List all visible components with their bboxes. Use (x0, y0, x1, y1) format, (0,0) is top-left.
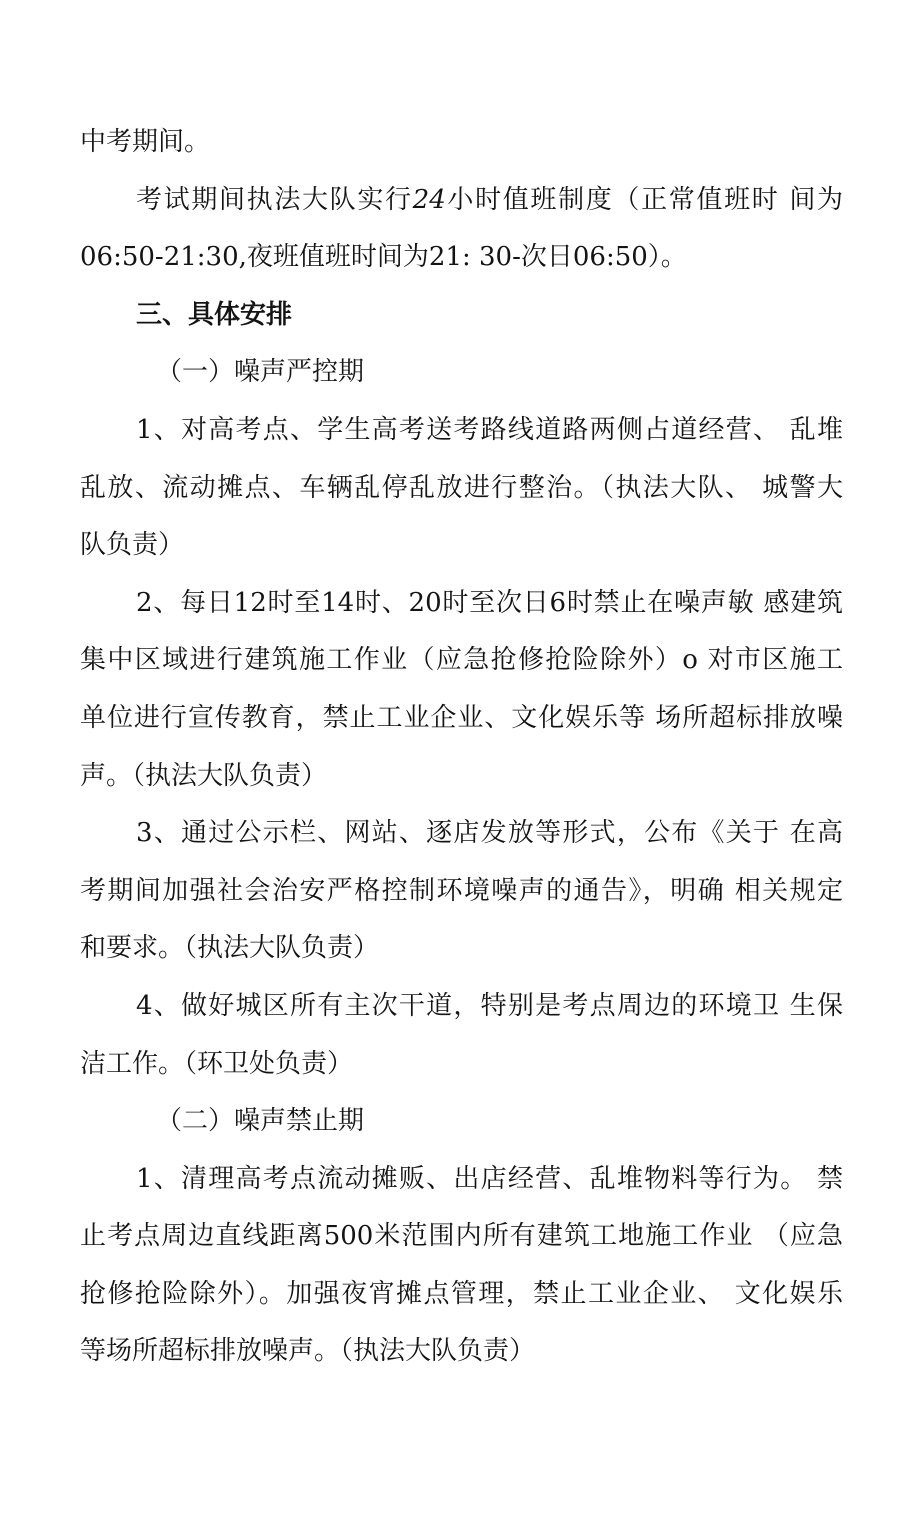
text-segment: 小时值班制度（正常值班时 间为 (445, 184, 843, 215)
text-line: 中考期间。 (80, 127, 211, 157)
text-line: 06:50-21:30,夜班值班时间为21: 30-次日06:50）。 (80, 242, 687, 273)
text-segment: 考试期间执法大队实行 (136, 184, 413, 215)
list-item (80, 978, 843, 1093)
list-item (80, 575, 843, 805)
document-body (80, 114, 843, 1381)
text-line (80, 172, 843, 230)
text-line: 和要求。（执法大队负责） (80, 933, 380, 964)
text-line: 单位进行宣传教育，禁止工业企业、文化娱乐等 场所超标排放噪 (80, 702, 843, 733)
text-line: 集中区域进行建筑施工作业（应急抢修抢险除外）o 对市区施工 (80, 645, 843, 676)
list-item (80, 805, 843, 978)
section-heading-block (80, 287, 843, 345)
text-line: 队负责） (80, 530, 185, 561)
text-line: 洁工作。（环卫处负责） (80, 1048, 354, 1079)
subsection-noise-ban (80, 1093, 843, 1151)
list-item (80, 402, 843, 575)
duty-hours-number: 24 (412, 184, 446, 215)
subsection-title: （二）噪声禁止期 (156, 1106, 365, 1137)
subsection-noise-control (80, 344, 843, 402)
text-line: 止考点周边直线距离500米范围内所有建筑工地施工作业 （应急 (80, 1221, 843, 1252)
text-line: 4、做好城区所有主次干道，特别是考点周边的环境卫 生保 (136, 990, 843, 1021)
paragraph-continuation (80, 114, 843, 172)
list-item (80, 1151, 843, 1381)
text-line: 1、对高考点、学生高考送考路线道路两侧占道经营、 乱堆 (136, 414, 843, 445)
text-line: 乱放、流动摊点、车辆乱停乱放进行整治。（执法大队、 城警大 (80, 472, 843, 503)
text-line: 抢修抢险除外）。加强夜宵摊点管理，禁止工业企业、 文化娱乐 (80, 1278, 843, 1309)
text-line: 3、通过公示栏、网站、逐店发放等形式，公布《关于 在高 (136, 818, 843, 849)
text-line: 等场所超标排放噪声。（执法大队负责） (80, 1336, 536, 1367)
subsection-title: （一）噪声严控期 (156, 357, 365, 388)
text-line: 1、清理高考点流动摊贩、出店经营、乱堆物料等行为。 禁 (136, 1163, 843, 1194)
section-heading: 三、具体安排 (136, 299, 293, 330)
text-line: 声。（执法大队负责） (80, 760, 328, 791)
text-line: 考期间加强社会治安严格控制环境噪声的通告》，明确 相关规定 (80, 875, 843, 906)
text-line: 2、每日12时至14时、20时至次日6时禁止在噪声敏 感建筑 (136, 587, 843, 618)
paragraph-duty-schedule (80, 172, 843, 287)
